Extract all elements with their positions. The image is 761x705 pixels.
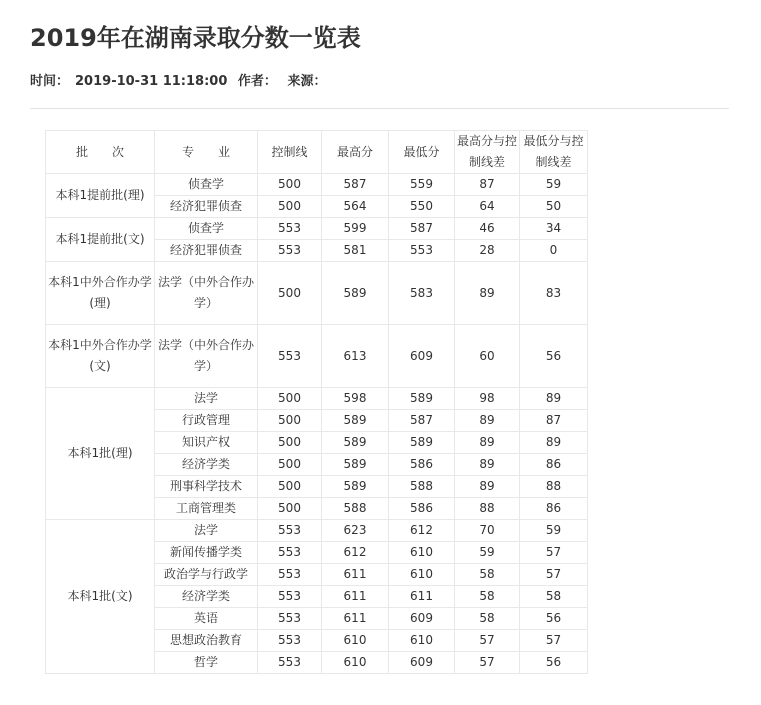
major-cell: 政治学与行政学 <box>155 564 258 586</box>
table-row <box>46 325 588 388</box>
max-diff-cell: 89 <box>455 262 520 325</box>
batch-cell: 本科1提前批(理) <box>46 174 155 218</box>
column-header: 最高分 <box>322 131 389 174</box>
min-diff-cell: 58 <box>520 586 588 608</box>
max-score-cell: 611 <box>322 608 389 630</box>
max-diff-cell: 64 <box>455 196 520 218</box>
min-diff-cell: 34 <box>520 218 588 240</box>
max-score-cell: 623 <box>322 520 389 542</box>
max-score-cell: 589 <box>322 454 389 476</box>
min-score-cell: 586 <box>389 454 455 476</box>
min-diff-cell: 87 <box>520 410 588 432</box>
max-score-cell: 589 <box>322 476 389 498</box>
min-diff-cell: 83 <box>520 262 588 325</box>
min-score-cell: 587 <box>389 218 455 240</box>
min-score-cell: 610 <box>389 564 455 586</box>
control-line-cell: 500 <box>258 388 322 410</box>
min-score-cell: 583 <box>389 262 455 325</box>
control-line-cell: 500 <box>258 196 322 218</box>
max-diff-cell: 57 <box>455 630 520 652</box>
control-line-cell: 500 <box>258 410 322 432</box>
min-diff-cell: 86 <box>520 498 588 520</box>
batch-cell: 本科1中外合作办学(文) <box>46 325 155 388</box>
max-score-cell: 589 <box>322 410 389 432</box>
control-line-cell: 500 <box>258 498 322 520</box>
major-cell: 行政管理 <box>155 410 258 432</box>
major-cell: 哲学 <box>155 652 258 674</box>
table-row <box>46 174 588 196</box>
min-diff-cell: 50 <box>520 196 588 218</box>
major-cell: 经济学类 <box>155 586 258 608</box>
table-row <box>46 388 588 410</box>
major-cell: 工商管理类 <box>155 498 258 520</box>
author-label: 作者： <box>237 74 277 89</box>
min-score-cell: 610 <box>389 542 455 564</box>
max-score-cell: 588 <box>322 498 389 520</box>
batch-cell: 本科1中外合作办学(理) <box>46 262 155 325</box>
max-diff-cell: 88 <box>455 498 520 520</box>
major-cell: 侦查学 <box>155 218 258 240</box>
major-cell: 知识产权 <box>155 432 258 454</box>
page-title: 2019年在湖南录取分数一览表 <box>30 24 361 52</box>
control-line-cell: 553 <box>258 218 322 240</box>
min-diff-cell: 57 <box>520 630 588 652</box>
min-diff-cell: 56 <box>520 652 588 674</box>
min-score-cell: 588 <box>389 476 455 498</box>
control-line-cell: 553 <box>258 630 322 652</box>
min-score-cell: 611 <box>389 586 455 608</box>
min-score-cell: 589 <box>389 432 455 454</box>
control-line-cell: 553 <box>258 608 322 630</box>
major-cell: 侦查学 <box>155 174 258 196</box>
time-label: 时间： <box>30 74 70 89</box>
major-cell: 法学 <box>155 520 258 542</box>
max-score-cell: 589 <box>322 432 389 454</box>
min-score-cell: 550 <box>389 196 455 218</box>
table-row <box>46 218 588 240</box>
max-diff-cell: 89 <box>455 476 520 498</box>
max-diff-cell: 57 <box>455 652 520 674</box>
max-score-cell: 564 <box>322 196 389 218</box>
time-value: 2019-10-31 11:18:00 <box>75 74 228 89</box>
max-diff-cell: 58 <box>455 608 520 630</box>
control-line-cell: 553 <box>258 542 322 564</box>
column-header: 最低分 <box>389 131 455 174</box>
column-header: 专 业 <box>155 131 258 174</box>
control-line-cell: 553 <box>258 652 322 674</box>
max-diff-cell: 87 <box>455 174 520 196</box>
max-diff-cell: 70 <box>455 520 520 542</box>
control-line-cell: 500 <box>258 454 322 476</box>
max-diff-cell: 98 <box>455 388 520 410</box>
min-diff-cell: 86 <box>520 454 588 476</box>
major-cell: 法学（中外合作办学） <box>155 262 258 325</box>
admission-score-table <box>45 130 588 674</box>
max-score-cell: 599 <box>322 218 389 240</box>
article-meta <box>30 70 332 89</box>
control-line-cell: 500 <box>258 262 322 325</box>
divider <box>30 108 729 109</box>
max-score-cell: 611 <box>322 586 389 608</box>
major-cell: 思想政治教育 <box>155 630 258 652</box>
control-line-cell: 553 <box>258 520 322 542</box>
min-score-cell: 586 <box>389 498 455 520</box>
min-score-cell: 589 <box>389 388 455 410</box>
min-diff-cell: 89 <box>520 432 588 454</box>
max-diff-cell: 89 <box>455 410 520 432</box>
max-score-cell: 611 <box>322 564 389 586</box>
min-diff-cell: 57 <box>520 542 588 564</box>
max-score-cell: 587 <box>322 174 389 196</box>
min-score-cell: 559 <box>389 174 455 196</box>
column-header: 控制线 <box>258 131 322 174</box>
major-cell: 英语 <box>155 608 258 630</box>
major-cell: 经济犯罪侦查 <box>155 196 258 218</box>
table-header-row <box>46 131 588 174</box>
table-row <box>46 262 588 325</box>
min-diff-cell: 56 <box>520 325 588 388</box>
batch-cell: 本科1批(理) <box>46 388 155 520</box>
min-score-cell: 612 <box>389 520 455 542</box>
min-score-cell: 587 <box>389 410 455 432</box>
max-score-cell: 589 <box>322 262 389 325</box>
control-line-cell: 500 <box>258 432 322 454</box>
major-cell: 经济犯罪侦查 <box>155 240 258 262</box>
min-score-cell: 609 <box>389 608 455 630</box>
max-score-cell: 610 <box>322 652 389 674</box>
max-score-cell: 581 <box>322 240 389 262</box>
max-score-cell: 613 <box>322 325 389 388</box>
min-score-cell: 610 <box>389 630 455 652</box>
max-diff-cell: 60 <box>455 325 520 388</box>
max-score-cell: 612 <box>322 542 389 564</box>
min-diff-cell: 59 <box>520 520 588 542</box>
min-diff-cell: 56 <box>520 608 588 630</box>
min-diff-cell: 88 <box>520 476 588 498</box>
max-score-cell: 598 <box>322 388 389 410</box>
max-score-cell: 610 <box>322 630 389 652</box>
table-row <box>46 520 588 542</box>
max-diff-cell: 59 <box>455 542 520 564</box>
batch-cell: 本科1批(文) <box>46 520 155 674</box>
major-cell: 法学 <box>155 388 258 410</box>
control-line-cell: 553 <box>258 325 322 388</box>
batch-cell: 本科1提前批(文) <box>46 218 155 262</box>
max-diff-cell: 58 <box>455 564 520 586</box>
control-line-cell: 500 <box>258 174 322 196</box>
min-diff-cell: 0 <box>520 240 588 262</box>
major-cell: 刑事科学技术 <box>155 476 258 498</box>
column-header: 最低分与控制线差 <box>520 131 588 174</box>
min-score-cell: 609 <box>389 325 455 388</box>
min-diff-cell: 57 <box>520 564 588 586</box>
major-cell: 经济学类 <box>155 454 258 476</box>
min-diff-cell: 89 <box>520 388 588 410</box>
max-diff-cell: 28 <box>455 240 520 262</box>
major-cell: 新闻传播学类 <box>155 542 258 564</box>
min-diff-cell: 59 <box>520 174 588 196</box>
control-line-cell: 500 <box>258 476 322 498</box>
max-diff-cell: 89 <box>455 454 520 476</box>
max-diff-cell: 89 <box>455 432 520 454</box>
max-diff-cell: 46 <box>455 218 520 240</box>
column-header: 批 次 <box>46 131 155 174</box>
control-line-cell: 553 <box>258 564 322 586</box>
max-diff-cell: 58 <box>455 586 520 608</box>
column-header: 最高分与控制线差 <box>455 131 520 174</box>
min-score-cell: 609 <box>389 652 455 674</box>
min-score-cell: 553 <box>389 240 455 262</box>
source-label: 来源： <box>287 74 327 89</box>
control-line-cell: 553 <box>258 586 322 608</box>
control-line-cell: 553 <box>258 240 322 262</box>
major-cell: 法学（中外合作办学） <box>155 325 258 388</box>
